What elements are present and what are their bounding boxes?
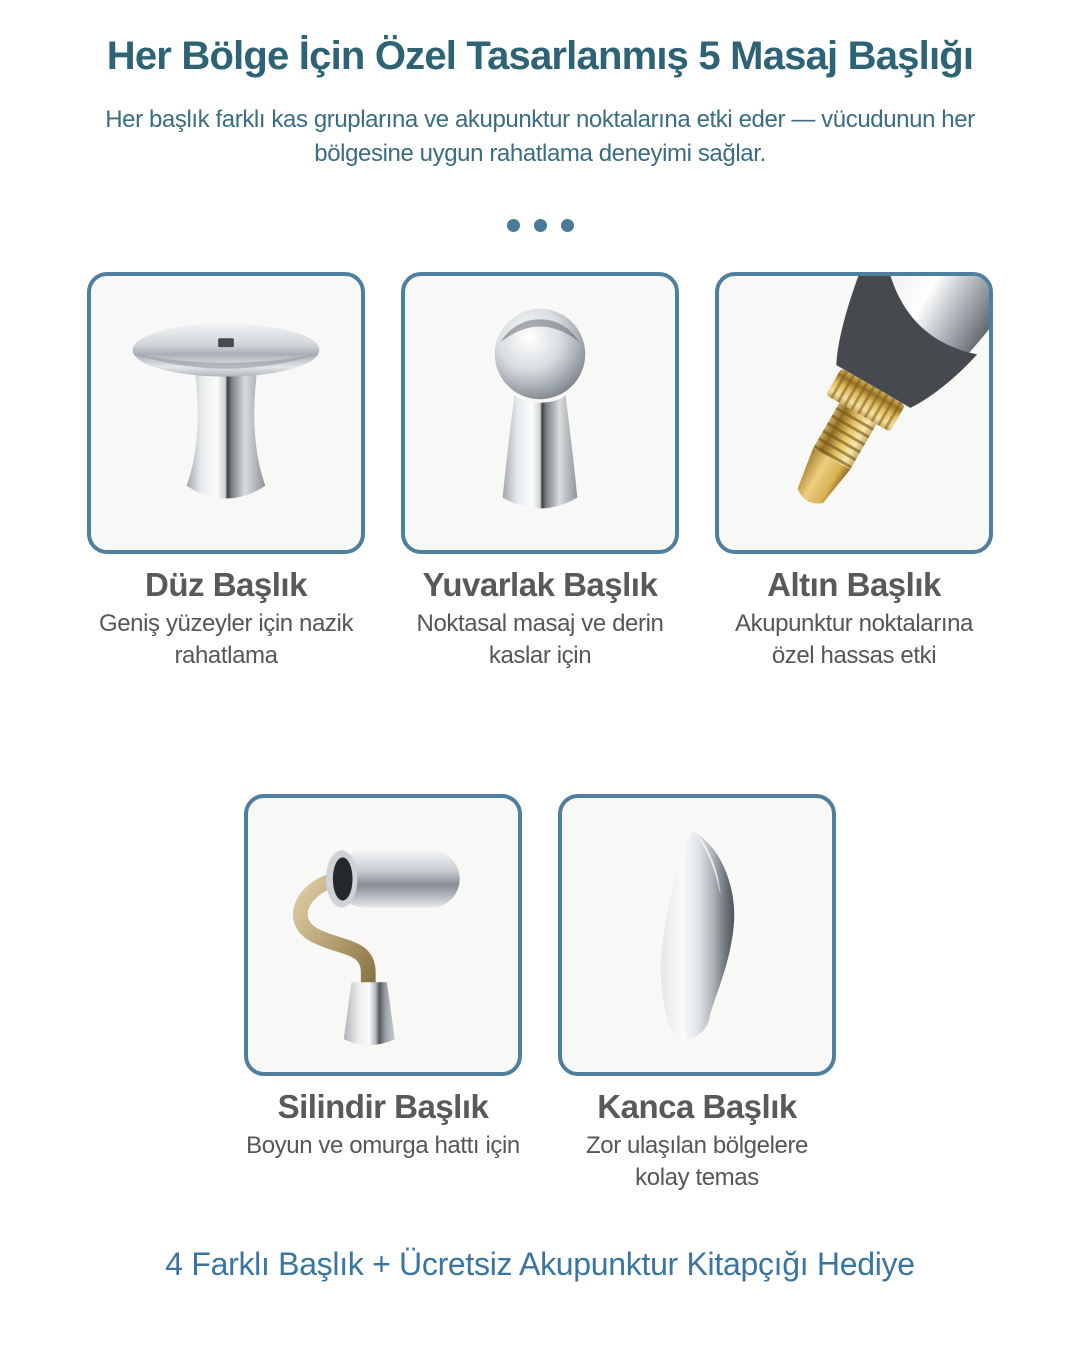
- card-image-frame: [558, 794, 836, 1076]
- card-description: Geniş yüzeyler için nazik rahatlama: [98, 610, 354, 670]
- card-row-top: [0, 272, 1080, 672]
- card-title: Düz Başlık: [145, 566, 307, 604]
- page-title: Her Bölge İçin Özel Tasarlanmış 5 Masaj Başlığı: [106, 34, 974, 78]
- dots-separator: [0, 219, 1080, 232]
- card-title: Altın Başlık: [767, 566, 941, 604]
- dot-icon: [507, 219, 520, 232]
- card-description: Zor ulaşılan bölgelere kolay temas: [585, 1131, 808, 1191]
- hook-head-icon: [584, 817, 810, 1053]
- massage-head-card-hook: [558, 794, 836, 1194]
- flat-head-icon: [113, 295, 339, 531]
- gold-tip-head-icon: [719, 276, 989, 550]
- card-description: Akupunktur noktalarına özel hassas etki: [734, 610, 974, 670]
- card-title: Silindir Başlık: [277, 1087, 489, 1125]
- cylinder-roller-head-icon: [270, 817, 496, 1053]
- card-image-frame: [87, 272, 365, 554]
- card-description: Noktasal masaj ve derin kaslar için: [416, 610, 664, 670]
- card-image-frame: [401, 272, 679, 554]
- massage-head-card-gold: [715, 272, 993, 672]
- card-title: Yuvarlak Başlık: [422, 566, 658, 604]
- footer-gift-text: 4 Farklı Başlık + Ücretsiz Akupunktur Kitapçığı Hediye: [165, 1245, 915, 1282]
- card-row-bottom: [0, 794, 1080, 1194]
- massage-head-card-round: [401, 272, 679, 672]
- page-subtitle: Her başlık farklı kas gruplarına ve akupunktur noktalarına etki eder — vücudunun her bölgesine uygun rahatlama deneyimi sağlar.: [105, 106, 975, 168]
- dot-icon: [534, 219, 547, 232]
- card-title: Kanca Başlık: [597, 1087, 797, 1125]
- card-description: Boyun ve omurga hattı için: [246, 1131, 520, 1159]
- dot-icon: [561, 219, 574, 232]
- card-image-frame: [715, 272, 993, 554]
- round-head-icon: [427, 295, 653, 531]
- card-image-frame: [244, 794, 522, 1076]
- massage-head-card-flat: [87, 272, 365, 672]
- massage-head-card-cylinder: [244, 794, 522, 1194]
